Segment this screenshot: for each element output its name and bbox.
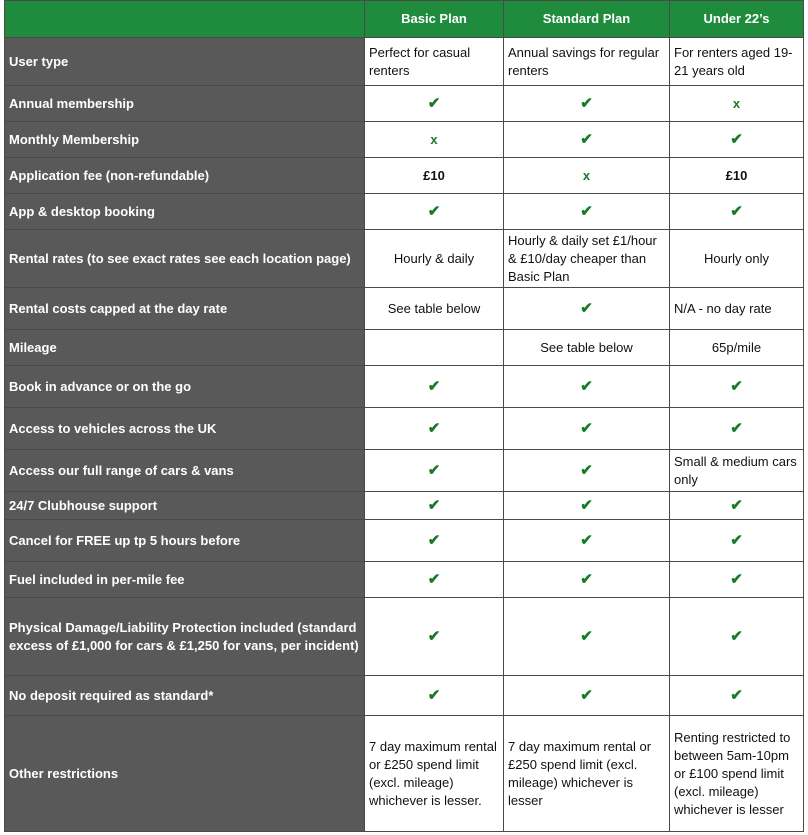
cell-under-22s: 65p/mile <box>670 330 804 366</box>
cell-under-22s: N/A - no day rate <box>670 288 804 330</box>
cell-standard-plan <box>504 288 670 330</box>
table-row <box>5 520 804 562</box>
cell-basic-plan <box>365 676 504 716</box>
table-row <box>5 562 804 598</box>
cell-under-22s <box>670 408 804 450</box>
check-icon: ✔ <box>580 94 593 112</box>
row-label-access-to-vehicles-across-the-uk: Access to vehicles across the UK <box>5 408 365 450</box>
table-row <box>5 194 804 230</box>
fee-value: £10 <box>423 167 445 183</box>
check-icon: ✔ <box>427 202 441 220</box>
cell-standard-plan <box>504 158 670 194</box>
cell-under-22s <box>670 562 804 598</box>
cell-under-22s <box>670 520 804 562</box>
check-icon: ✔ <box>427 531 441 549</box>
check-icon: ✔ <box>580 419 593 437</box>
row-label-other-restrictions: Other restrictions <box>5 716 365 832</box>
cell-basic-plan <box>365 158 504 194</box>
check-icon: ✔ <box>580 686 593 704</box>
cell-under-22s <box>670 86 804 122</box>
cell-basic-plan: Perfect for casual renters <box>365 38 504 86</box>
cell-standard-plan: Annual savings for regular renters <box>504 38 670 86</box>
cell-under-22s <box>670 158 804 194</box>
table-row <box>5 492 804 520</box>
table-row <box>5 122 804 158</box>
table-row <box>5 86 804 122</box>
cell-basic-plan: See table below <box>365 288 504 330</box>
cell-under-22s <box>670 366 804 408</box>
cell-standard-plan <box>504 492 670 520</box>
cell-standard-plan: Hourly & daily set £1/hour & £10/day cheaper than Basic Plan <box>504 230 670 288</box>
check-icon: ✔ <box>730 496 743 514</box>
row-label-physical-damage-liability-protection-inc: Physical Damage/Liability Protection included (standard excess of £1,000 for cars & £1,250 for vans, per incident) <box>5 598 365 676</box>
table-row <box>5 230 804 288</box>
row-label-annual-membership: Annual membership <box>5 86 365 122</box>
cell-under-22s <box>670 676 804 716</box>
row-label-rental-costs-capped-at-the-day-rate: Rental costs capped at the day rate <box>5 288 365 330</box>
cell-standard-plan <box>504 520 670 562</box>
table-row <box>5 366 804 408</box>
cell-basic-plan: Hourly & daily <box>365 230 504 288</box>
check-icon: ✔ <box>427 570 441 588</box>
cell-basic-plan: 7 day maximum rental or £250 spend limit (excl. mileage) whichever is lesser. <box>365 716 504 832</box>
check-icon: ✔ <box>427 627 441 645</box>
check-icon: ✔ <box>580 570 593 588</box>
table-row <box>5 330 804 366</box>
row-label-access-our-full-range-of-cars-vans: Access our full range of cars & vans <box>5 450 365 492</box>
row-label-no-deposit-required-as-standard: No deposit required as standard* <box>5 676 365 716</box>
check-icon: ✔ <box>427 461 441 479</box>
check-icon: ✔ <box>730 570 743 588</box>
cell-standard-plan <box>504 676 670 716</box>
row-label-fuel-included-in-per-mile-fee: Fuel included in per-mile fee <box>5 562 365 598</box>
cell-basic-plan <box>365 520 504 562</box>
row-label-book-in-advance-or-on-the-go: Book in advance or on the go <box>5 366 365 408</box>
check-icon: ✔ <box>730 202 743 220</box>
row-label-cancel-for-free-up-tp-5-hours-before: Cancel for FREE up tp 5 hours before <box>5 520 365 562</box>
cell-basic-plan <box>365 408 504 450</box>
cell-standard-plan <box>504 562 670 598</box>
table-row <box>5 158 804 194</box>
cell-under-22s <box>670 492 804 520</box>
check-icon: ✔ <box>580 496 593 514</box>
column-header-under-22s: Under 22’s <box>670 1 804 38</box>
cell-under-22s <box>670 194 804 230</box>
header-row <box>5 1 804 38</box>
cell-under-22s: Small & medium cars only <box>670 450 804 492</box>
cell-basic-plan <box>365 330 504 366</box>
table-row <box>5 716 804 832</box>
cell-standard-plan <box>504 366 670 408</box>
cell-basic-plan <box>365 86 504 122</box>
cross-icon: x <box>582 167 591 183</box>
check-icon: ✔ <box>730 686 743 704</box>
check-icon: ✔ <box>730 377 743 395</box>
check-icon: ✔ <box>427 686 441 704</box>
cell-basic-plan <box>365 598 504 676</box>
cell-basic-plan <box>365 450 504 492</box>
row-label-app-desktop-booking: App & desktop booking <box>5 194 365 230</box>
row-label-monthly-membership: Monthly Membership <box>5 122 365 158</box>
cell-under-22s: Hourly only <box>670 230 804 288</box>
row-label-24-7-clubhouse-support: 24/7 Clubhouse support <box>5 492 365 520</box>
check-icon: ✔ <box>427 419 441 437</box>
cell-standard-plan <box>504 122 670 158</box>
check-icon: ✔ <box>580 627 593 645</box>
header-corner <box>5 1 365 38</box>
cross-icon: x <box>732 95 741 111</box>
check-icon: ✔ <box>730 130 743 148</box>
column-header-basic-plan: Basic Plan <box>365 1 504 38</box>
check-icon: ✔ <box>580 461 593 479</box>
row-label-user-type: User type <box>5 38 365 86</box>
check-icon: ✔ <box>730 419 743 437</box>
check-icon: ✔ <box>580 377 593 395</box>
check-icon: ✔ <box>580 130 593 148</box>
cell-under-22s: For renters aged 19-21 years old <box>670 38 804 86</box>
cell-under-22s: Renting restricted to between 5am-10pm or £100 spend limit (excl. mileage) whichever is lesser <box>670 716 804 832</box>
cell-standard-plan <box>504 598 670 676</box>
cell-standard-plan <box>504 86 670 122</box>
table-row <box>5 408 804 450</box>
table-row <box>5 288 804 330</box>
cell-basic-plan <box>365 366 504 408</box>
check-icon: ✔ <box>580 299 593 317</box>
cell-basic-plan <box>365 492 504 520</box>
check-icon: ✔ <box>427 496 441 514</box>
check-icon: ✔ <box>427 94 441 112</box>
plan-comparison-table <box>4 0 804 832</box>
cell-basic-plan <box>365 562 504 598</box>
cell-under-22s <box>670 598 804 676</box>
check-icon: ✔ <box>730 531 743 549</box>
cell-standard-plan <box>504 408 670 450</box>
table-row <box>5 450 804 492</box>
table-row <box>5 38 804 86</box>
table-row <box>5 676 804 716</box>
row-label-rental-rates-to-see-exact-rates-see-each: Rental rates (to see exact rates see each location page) <box>5 230 365 288</box>
fee-value: £10 <box>725 167 748 183</box>
row-label-application-fee-non-refundable: Application fee (non-refundable) <box>5 158 365 194</box>
check-icon: ✔ <box>580 202 593 220</box>
cell-standard-plan <box>504 450 670 492</box>
check-icon: ✔ <box>580 531 593 549</box>
check-icon: ✔ <box>427 377 441 395</box>
cell-standard-plan: 7 day maximum rental or £250 spend limit (excl. mileage) whichever is lesser <box>504 716 670 832</box>
cross-icon: x <box>430 131 438 147</box>
cell-standard-plan: See table below <box>504 330 670 366</box>
check-icon: ✔ <box>730 627 743 645</box>
column-header-standard-plan: Standard Plan <box>504 1 670 38</box>
table-row <box>5 598 804 676</box>
cell-under-22s <box>670 122 804 158</box>
row-label-mileage: Mileage <box>5 330 365 366</box>
cell-basic-plan <box>365 122 504 158</box>
cell-basic-plan <box>365 194 504 230</box>
cell-standard-plan <box>504 194 670 230</box>
